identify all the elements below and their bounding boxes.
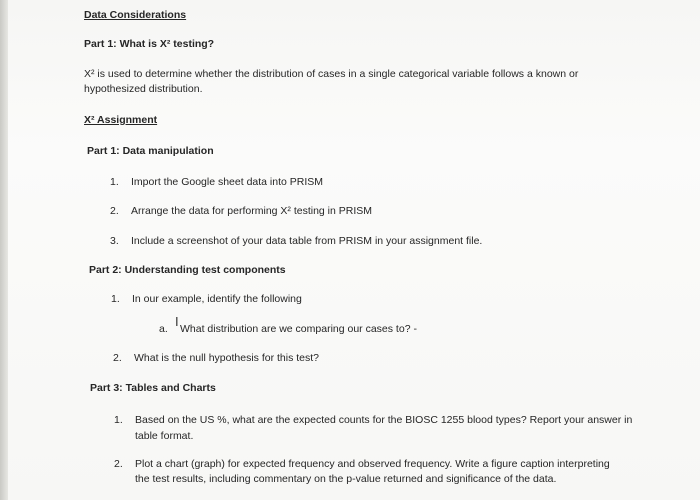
section-heading-tables-charts: Part 3: Tables and Charts [90,382,216,394]
list-item-number: 1. [114,414,123,426]
list-item-number: 3. [110,235,119,247]
intro-line-1: X² is used to determine whether the distribution of cases in a single categorical variable follows a known or [84,68,579,80]
list-item-text: Import the Google sheet data into PRISM [131,176,324,188]
list-item-text-continued: the test results, including commentary on the p-value returned and significance of the data. [135,473,557,485]
intro-line-2: hypothesized distribution. [84,83,203,95]
page-title: Data Considerations [84,9,187,21]
section-heading-data-manipulation: Part 1: Data manipulation [87,145,214,157]
sub-item-letter: a. [159,323,168,335]
section-heading-understanding: Part 2: Understanding test components [89,264,286,276]
page-edge [0,0,8,500]
list-item-text: Include a screenshot of your data table from PRISM in your assignment file. [131,235,483,247]
list-item-text: Based on the US %, what are the expected counts for the BIOSC 1255 blood types? Report your answer in [135,414,633,426]
list-item-text: What is the null hypothesis for this test? [134,352,320,364]
list-item-text: In our example, identify the following [132,293,302,305]
list-item-number: 1. [111,293,120,305]
sub-item-text: What distribution are we comparing our cases to? - [180,323,417,335]
list-item-number: 2. [114,458,123,470]
list-item-number: 1. [110,176,119,188]
part1-heading: Part 1: What is X² testing? [84,38,215,50]
list-item-text-continued: table format. [135,430,194,442]
text-cursor-icon: Ι [175,314,179,329]
list-item-text: Plot a chart (graph) for expected frequency and observed frequency. Write a figure caption interpreting [135,458,610,470]
list-item-number: 2. [113,352,122,364]
list-item-text: Arrange the data for performing X² testing in PRISM [131,205,373,217]
assignment-heading: X² Assignment [84,114,158,126]
list-item-number: 2. [110,205,119,217]
